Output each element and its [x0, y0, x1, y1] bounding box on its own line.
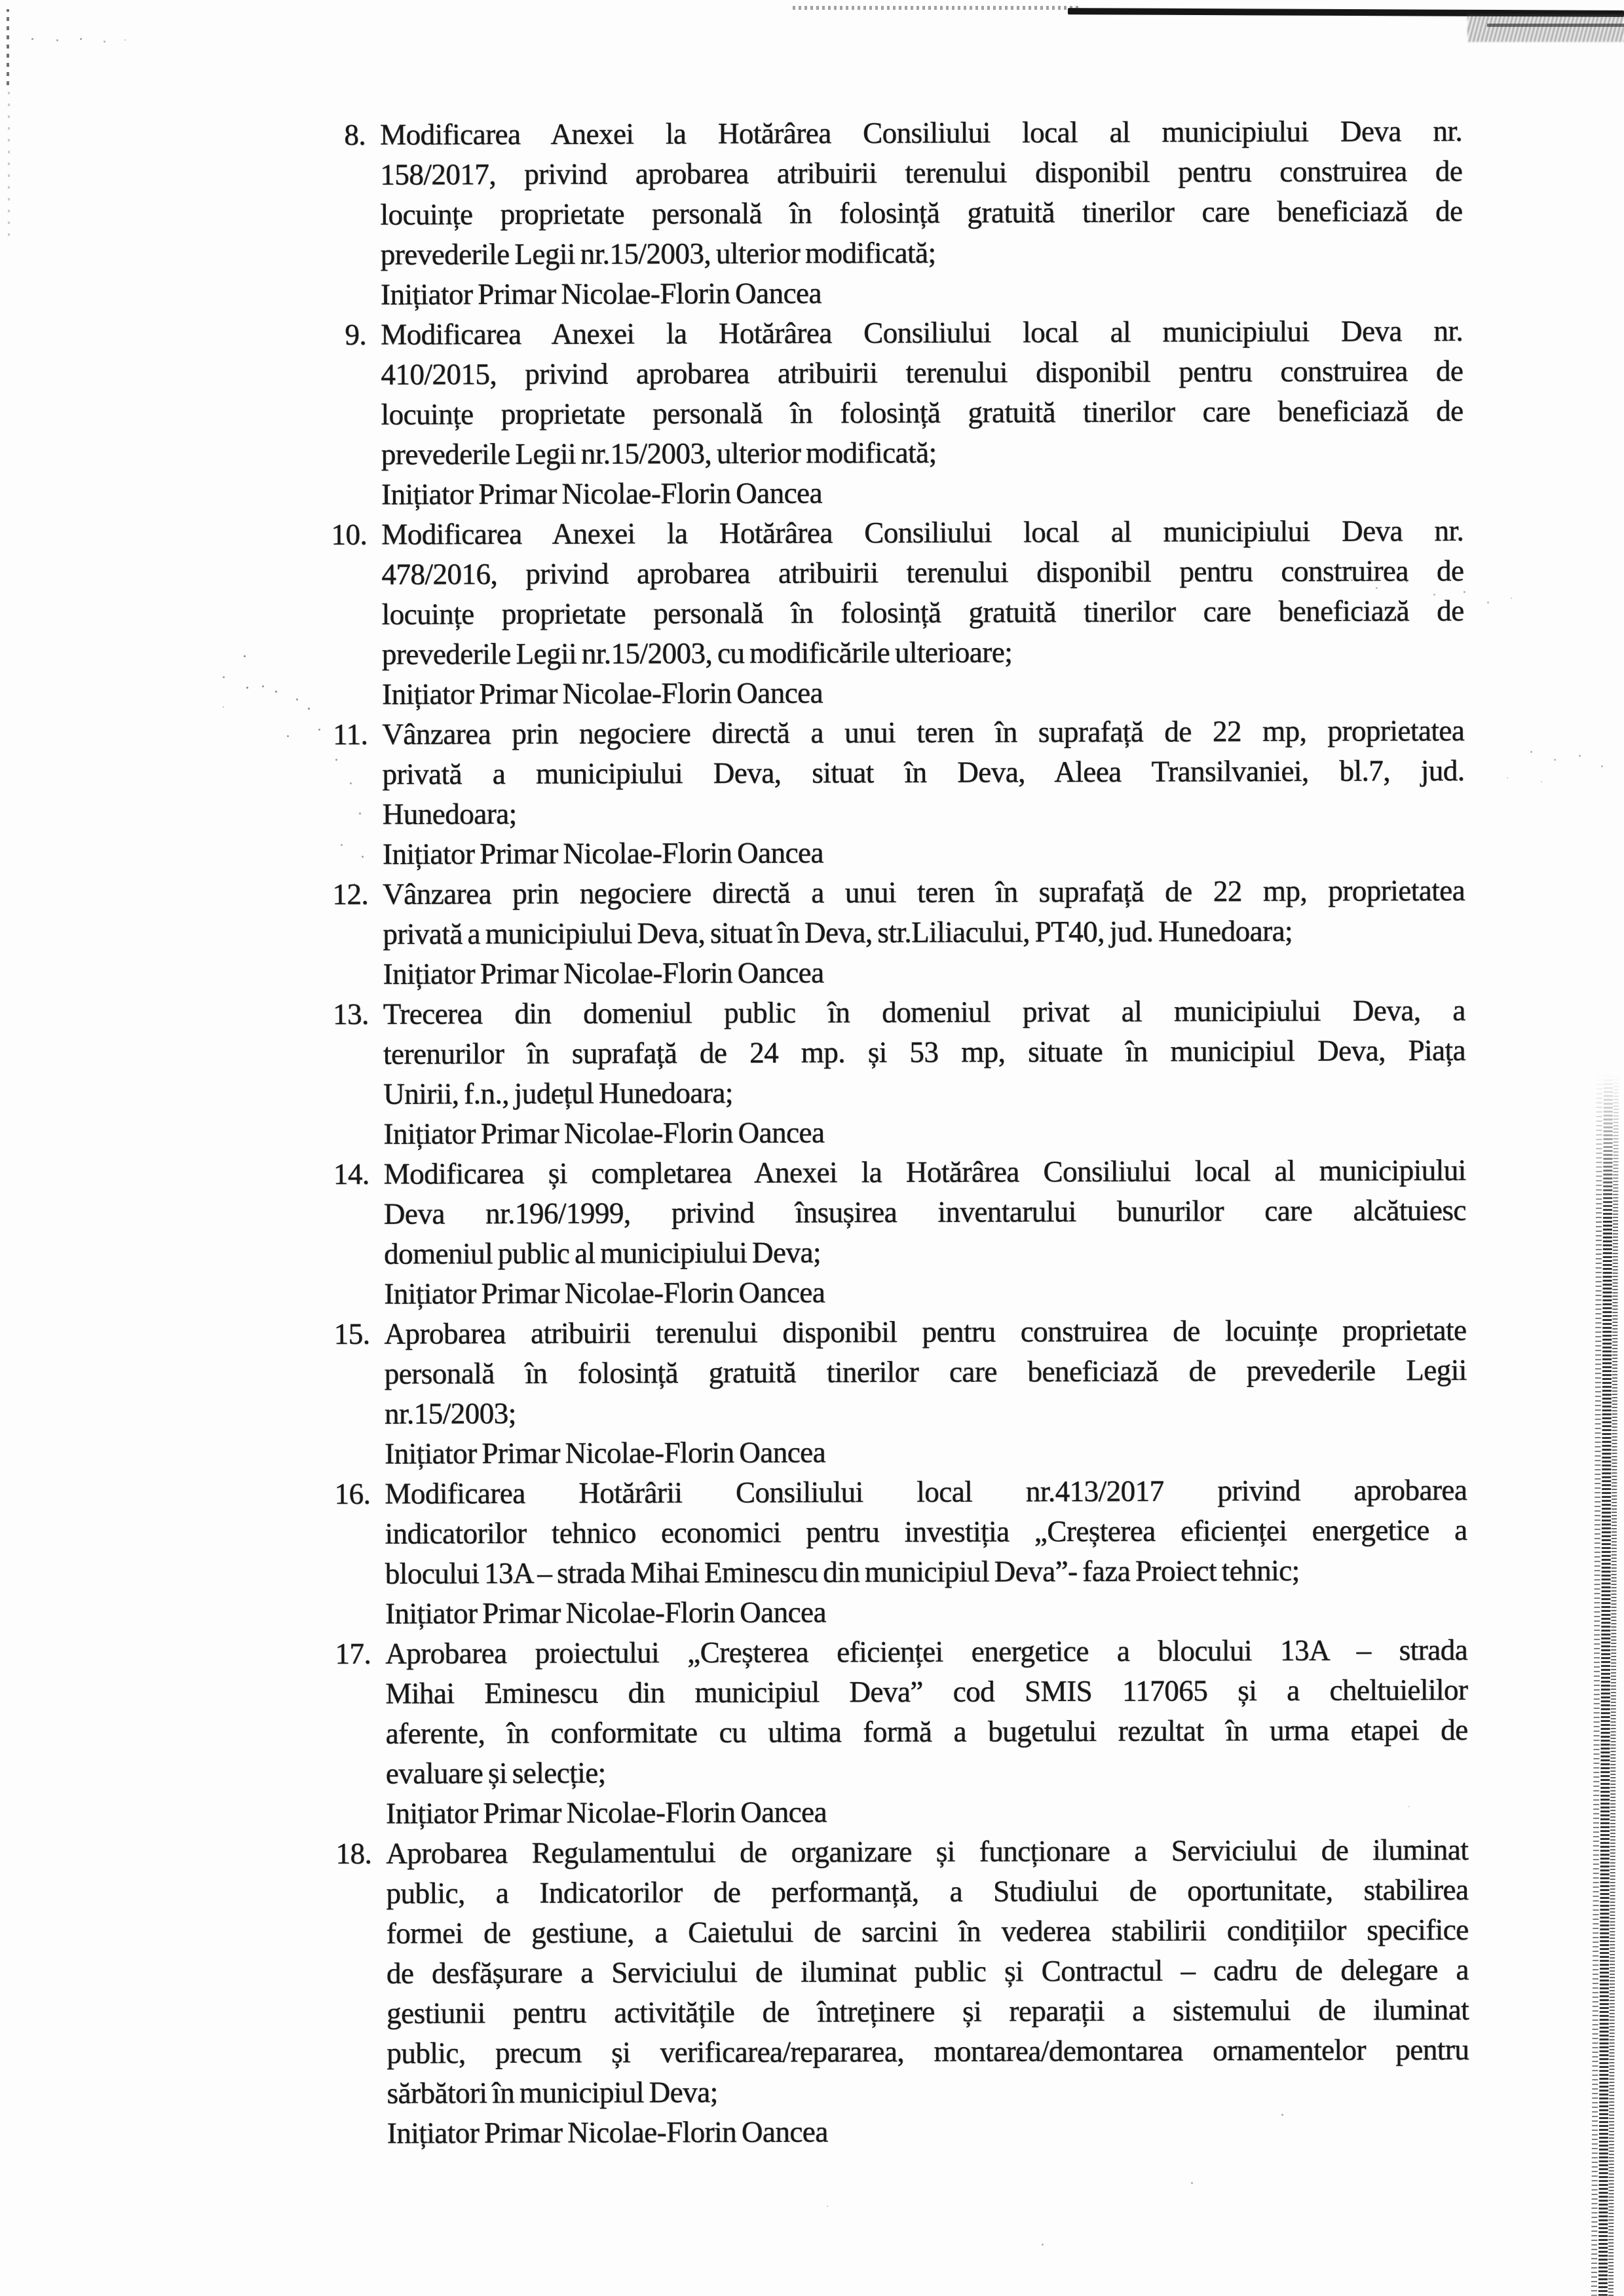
- scan-artifact-right-band-stripe: [1591, 1075, 1602, 2296]
- scan-speck: [827, 2206, 828, 2207]
- item-number: 12.: [332, 877, 369, 911]
- scan-speck: [1191, 2182, 1193, 2184]
- item-number: 14.: [333, 1157, 369, 1191]
- item-text-line: formei de gestiune, a Caietului de sarcini în vederea stabilirii condițiilor specifice: [386, 1913, 1469, 1950]
- item-number: 8.: [344, 118, 366, 151]
- item-number: 13.: [332, 997, 369, 1031]
- item-text-line: Modificarea și completarea Anexei la Hotărârea Consiliului local al municipiului: [383, 1153, 1466, 1191]
- agenda-item: [315, 311, 1463, 515]
- item-text-line: Trecerea din domeniul public în domeniul privat al municipiului Deva, a: [383, 993, 1465, 1031]
- agenda-item: [319, 1470, 1467, 1634]
- item-lines: [384, 1151, 1467, 1314]
- scan-speck: [1487, 602, 1489, 603]
- scan-artifact-top-thin-line: [1487, 24, 1624, 27]
- item-text-line: gestiunii pentru activitățile de întreținere și reparații a sistemului de iluminat: [387, 1993, 1469, 2030]
- item-lines: [386, 1830, 1469, 2154]
- agenda-list: [314, 111, 1469, 2154]
- item-text-line: de desfășurare a Serviciului de iluminat public și Contractul – cadru de delegare a: [386, 1953, 1469, 1990]
- scan-artifact-top-right-smudge: [1467, 14, 1624, 42]
- item-lines: [385, 1630, 1468, 1834]
- scan-speck: [1042, 2244, 1044, 2246]
- item-text-line: evaluare și selecție;: [385, 1756, 606, 1790]
- item-text-line: Aprobarea proiectului „Creșterea eficienței energetice a blocului 13A – strada: [385, 1633, 1468, 1670]
- scan-speck: [104, 41, 105, 43]
- item-text-line: locuințe proprietate personală în folosință gratuită tinerilor care beneficiază de: [380, 194, 1463, 231]
- agenda-item: [318, 991, 1466, 1155]
- scan-speck: [1601, 765, 1603, 767]
- item-initiator: Inițiator Primar Nicolae-Florin Oancea: [385, 1795, 827, 1830]
- item-text-line: 410/2015, privind aprobarea atribuirii terenului disponibil pentru construirea de: [381, 354, 1463, 391]
- scan-artifact-left-edge-dashes: [7, 9, 9, 85]
- item-text-line: prevederile Legii nr.15/2003, ulterior modificată;: [381, 436, 937, 471]
- scan-speck: [56, 39, 58, 41]
- item-lines: [382, 711, 1465, 875]
- item-text-line: 158/2017, privind aprobarea atribuirii terenului disponibil pentru construirea de: [380, 154, 1463, 191]
- item-text-line: Modificarea Anexei la Hotărârea Consiliului local al municipiului Deva nr.: [381, 314, 1463, 351]
- item-lines: [383, 991, 1466, 1155]
- item-initiator: Inițiator Primar Nicolae-Florin Oancea: [383, 956, 824, 991]
- item-text-line: Modificarea Anexei la Hotărârea Consiliului local al municipiului Deva nr.: [381, 514, 1464, 551]
- item-number: 18.: [335, 1837, 372, 1870]
- item-text-line: prevederile Legii nr.15/2003, ulterior modificată;: [380, 236, 936, 271]
- scan-speck: [31, 38, 33, 40]
- item-text-line: domeniul public al municipiului Deva;: [383, 1236, 821, 1271]
- scan-artifact-right-band-stripe: [1608, 1075, 1619, 2296]
- item-text-line: Mihai Eminescu din municipiul Deva” cod SMIS 117065 și a cheltuielilor: [385, 1673, 1468, 1710]
- item-text-line: locuințe proprietate personală în folosință gratuită tinerilor care beneficiază de: [381, 594, 1464, 631]
- item-number: 9.: [345, 318, 367, 351]
- scan-speck: [1554, 759, 1556, 761]
- item-text-line: Modificarea Anexei la Hotărârea Consiliului local al municipiului Deva nr.: [380, 114, 1463, 151]
- item-initiator: Inițiator Primar Nicolae-Florin Oancea: [381, 476, 823, 511]
- scan-speck: [296, 698, 298, 700]
- scan-artifact-top-solid-line: [1068, 8, 1624, 17]
- agenda-item: [316, 711, 1465, 875]
- item-initiator: Inițiator Primar Nicolae-Florin Oancea: [385, 1596, 827, 1630]
- scan-speck: [80, 38, 82, 40]
- item-text-line: locuințe proprietate personală în folosință gratuită tinerilor care beneficiază de: [381, 394, 1463, 431]
- scan-artifact-right-edge-band: [1588, 1075, 1621, 2296]
- scan-artifact-right-band-stripe: [1598, 1075, 1613, 2296]
- item-text-line: Aprobarea Regulamentului de organizare și funcționare a Serviciului de iluminat: [386, 1833, 1469, 1870]
- item-number: 10.: [331, 518, 368, 551]
- item-text-line: terenurilor în suprafață de 24 mp. și 53 mp, situate în municipiul Deva, Piața: [383, 1033, 1466, 1071]
- agenda-item: [318, 1151, 1467, 1314]
- item-text-line: blocului 13A – strada Mihai Eminescu din municipiul Deva”- faza Proiect tehnic;: [385, 1554, 1300, 1590]
- item-initiator: Inițiator Primar Nicolae-Florin Oancea: [381, 676, 823, 711]
- scan-artifact-top-dashed-line: [793, 6, 1081, 10]
- item-text-line: prevederile Legii nr.15/2003, cu modificările ulterioare;: [381, 636, 1013, 671]
- item-text-line: Aprobarea atribuirii terenului disponibil pentru construirea de locuințe proprietate: [384, 1313, 1467, 1350]
- item-initiator: Inițiator Primar Nicolae-Florin Oancea: [385, 1436, 826, 1470]
- scan-speck: [1530, 751, 1532, 753]
- item-text-line: indicatorilor tehnico economici pentru investiția „Creșterea eficienței energetice a: [385, 1513, 1467, 1550]
- scan-speck: [1511, 598, 1512, 599]
- scan-speck: [275, 691, 277, 693]
- item-initiator: Inițiator Primar Nicolae-Florin Oancea: [382, 836, 824, 871]
- item-text-line: nr.15/2003;: [384, 1396, 516, 1430]
- item-text-line: aferente, în conformitate cu ultima formă a bugetului rezultat în urma etapei de: [385, 1713, 1468, 1750]
- item-text-line: Hunedoara;: [382, 797, 517, 831]
- item-text-line: Vânzarea prin negociere directă a unui teren în suprafață de 22 mp, proprietatea: [382, 714, 1465, 751]
- scan-speck: [1579, 755, 1581, 757]
- item-text-line: privată a municipiului Deva, situat în Deva, Aleea Transilvaniei, bl.7, jud.: [382, 754, 1465, 791]
- agenda-item: [320, 1830, 1469, 2154]
- item-text-line: Deva nr.196/1999, privind însușirea inventarului bunurilor care alcătuiesc: [383, 1193, 1466, 1231]
- item-initiator: Inițiator Primar Nicolae-Florin Oancea: [383, 1116, 825, 1151]
- agenda-item: [316, 511, 1464, 715]
- agenda-item: [320, 1630, 1468, 1834]
- scan-speck: [124, 39, 126, 41]
- item-number: 16.: [334, 1477, 371, 1510]
- item-initiator: Inițiator Primar Nicolae-Florin Oancea: [384, 1276, 825, 1311]
- item-number: 17.: [335, 1637, 371, 1670]
- scan-speck: [223, 676, 225, 678]
- item-lines: [381, 511, 1464, 715]
- item-text-line: Modificarea Hotărârii Consiliului local nr.413/2017 privind aprobarea: [385, 1473, 1467, 1510]
- scan-speck: [244, 655, 246, 657]
- item-text-line: privată a municipiului Deva, situat în Deva, str.Liliacului, PT40, jud. Hunedoara;: [383, 914, 1293, 951]
- item-lines: [385, 1470, 1467, 1634]
- agenda-item: [317, 871, 1465, 995]
- scan-speck: [262, 685, 264, 687]
- agenda-item: [314, 111, 1463, 315]
- item-number: 11.: [333, 718, 368, 751]
- item-text-line: Unirii, f.n., județul Hunedoara;: [383, 1076, 733, 1111]
- item-text-line: Vânzarea prin negociere directă a unui teren în suprafață de 22 mp, proprietatea: [383, 873, 1465, 911]
- scan-speck: [287, 735, 289, 737]
- agenda-item: [318, 1311, 1467, 1474]
- item-text-line: personală în folosință gratuită tinerilor care beneficiază de prevederile Legii: [384, 1353, 1467, 1390]
- item-text-line: sărbători în municipiul Deva;: [387, 2075, 718, 2110]
- scan-speck: [223, 706, 224, 708]
- scan-speck: [1507, 777, 1508, 778]
- scan-speck: [246, 687, 248, 689]
- item-number: 15.: [333, 1317, 370, 1350]
- scan-artifact-left-edge-dashes-faint: [8, 86, 10, 236]
- item-text-line: 478/2016, privind aprobarea atribuirii terenului disponibil pentru construirea de: [381, 554, 1464, 591]
- item-text-line: public, precum și verificarea/repararea, montarea/demontarea ornamentelor pentru: [387, 2033, 1469, 2070]
- scan-speck: [1541, 781, 1542, 782]
- item-lines: [380, 111, 1463, 315]
- item-initiator: Inițiator Primar Nicolae-Florin Oancea: [387, 2115, 828, 2150]
- item-initiator: Inițiator Primar Nicolae-Florin Oancea: [380, 277, 822, 311]
- item-lines: [384, 1311, 1467, 1474]
- scan-speck: [308, 708, 310, 710]
- item-text-line: public, a Indicatorilor de performanță, a Studiului de oportunitate, stabilirea: [386, 1873, 1469, 1910]
- item-lines: [383, 871, 1465, 995]
- item-lines: [381, 311, 1463, 515]
